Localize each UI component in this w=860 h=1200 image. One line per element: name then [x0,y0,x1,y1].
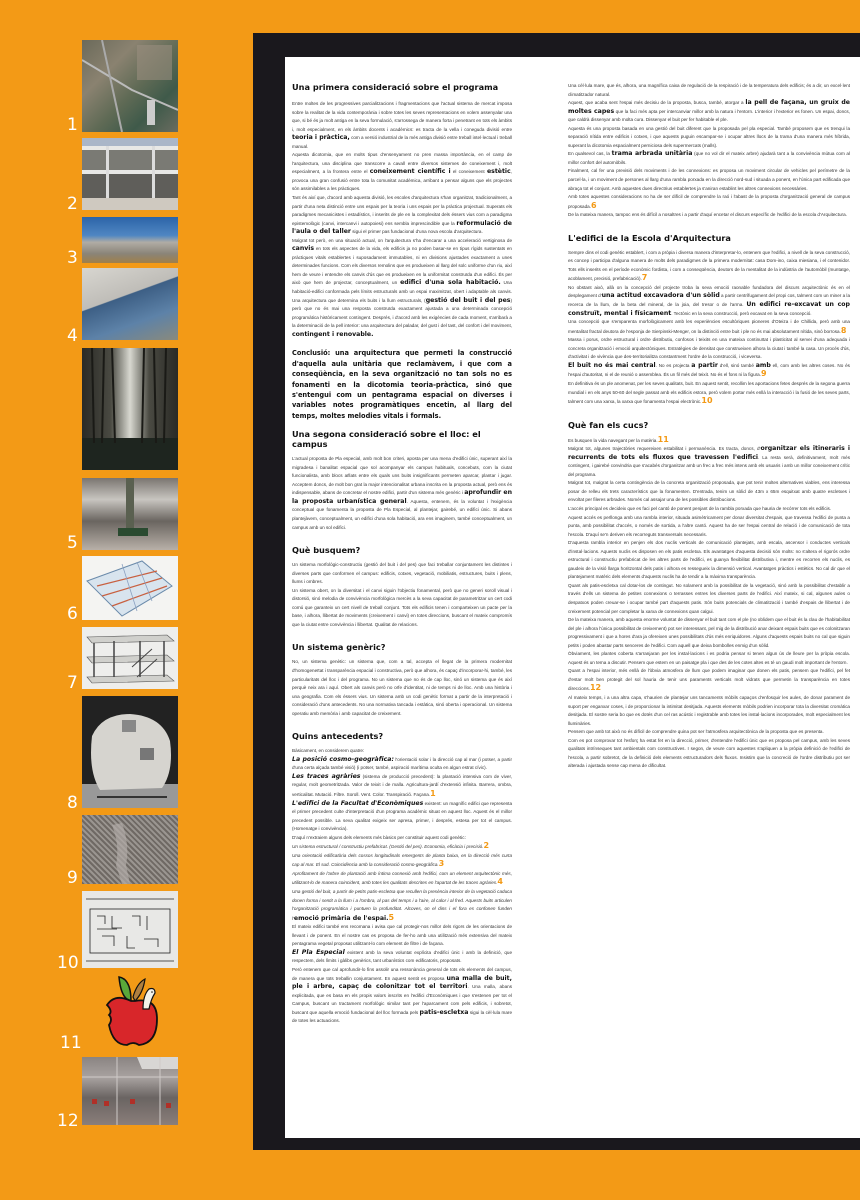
paragraph: Pensem que amb tot això no és difícil de comprendre quina pot ser l'atmosfera arquitectònica de la proposta que es presenta. [568,729,824,735]
figure-trees-photo [82,348,178,470]
paragraph: Òbviament, les plantes coberta s'arranjaran per les instal·lacions i es podria pensar si tenen algun ús de lleure per la pròpia escola. Aquest és un tema a discutir. Pensem que estem en un paisatge pla i que des de les cotes altes es té un gaudi molt important de l'entorn. [568,651,850,665]
figure-12-interior-photo [82,1057,178,1125]
paragraph: Massa i porus, ordre estructural i ordre distributiu, confosos i teixits en una mateixa continuïtat i plasticitat al servei d'una adequada i concreta organització i emoció arquitectòniques. Estratègies de densitat que construeixen alhora la ciutat i també la casa. Un procés d'ús, d'activitat i de vivència que des-territorialitza constantment l'ordre de la construcció, i viceversa. [568,337,850,360]
figure-3-building-photo [82,217,178,263]
figure-ref: 2 [483,841,490,851]
figure-ref: 11 [657,434,669,444]
figure-ref: 8 [840,325,847,335]
paragraph: Aquesta dicotomia, que en molts tipus d'ensenyament no pren massa importància, en el camp de l'arquitectura, una disciplina que transcorre a cavall entre diversos sistemes de coneixement i, molt especialment, a la frontera entre el coneixement científic i el coneixement estètic, provoca una gran confusió entre tota la comunitat acadèmica, arribant a pensar alguns que els projectes són assimilables a les pràctiques. [292,152,512,192]
paragraph: Bàsicament, en considerem quatre: [292,748,365,754]
figure-number: 12 [57,1111,79,1131]
paragraph: Una orientació edificatòria dels cossos longitudinals emergents de planta baixa, en la direcció més curta cap al mar. El sud. Coincidència amb la consideració cosmo-geogràfica.3 [292,852,512,869]
figure-ref: 1 [430,789,436,799]
figure-number: 11 [60,1033,82,1053]
paragraph: Aquest, que acaba sent l'espai més decisiu de la proposta, busca, també, atorgar a la pell de façana, un gruix de moltes capes que la faci més apta per intercanviar millor amb la natura i l'entorn. L'interior i l'exterior es fonen. Un espai, doncs, que caldrà dissenyar amb molta cura. Dissenyar el buit per fer habitable el ple. [568,99,851,123]
figure-1-aerial-photo [82,40,178,132]
paragraph: Finalment, cal fer una previsió dels moviments i de les connexions: es proposa un moviment circular de vehicles pel perímetre de la parcel·la, i un moviment de persones al llarg d'una rambla porxada en la direcció nord-sud i situada a ponent, en l'única part edificada que abraça tot el conjunt. Amb aquestes dues directrius establertes ja s'aniran establint les altres connexions necessàries. [568,168,850,191]
heading-what-we-seek: Què busquem? [292,545,361,556]
heading-precedents: Quins antecedents? [292,731,384,742]
figure-8-stone-sculpture [82,696,178,808]
paragraph: Un sistema estructural / constructiu prefabricat. (Gestió del pes). Economia, eficàcia i precisió.2 [292,841,490,851]
figure-2-facade-photo [82,138,178,210]
paragraph: D'aquí n'extraiem alguns dels elements més bàsics per constituir aquest codi genètic: [292,834,466,840]
paragraph: L'actual proposta de Pla especial, amb molt bon criteri, aposta per una mena d'edifici únic, superant així la migradesa i banalitat espacial que sol acompanyar els campus habituals, concebuts, com la ciutat funcionalista, amb blocs aïllats entre els quals uns buits insignificants permeten aparcar, plantar i jugar. Acceptem doncs, de molt bon grat la major intencionalitat urbana inscrita en la proposta actual, però ens és indispensable, abans de concretar el nostre edifici, partir d'un sistema més genèric i aprofundir en la proposta urbanística general. Aquesta, entenem, és la voluntat i l'exigència conceptual que fonamenta la proposta de Pla Especial, al plantejar, gairebé, un edifici únic. Si abans plantejàvem, conceptualment, un edifici d'una sola habitació, ara ens imaginem, també conceptualment, un campus amb un sol edifici. [292,456,512,530]
paragraph: Aquest accés es perllonga amb una rambla interior, situada asimètricament per donar diversitat d'espais, que travessa l'edifici de punta a punta, amb possibilitat d'accés, o només de sortida, a l'altre cantó. Aquest ha de ser l'espai central de relació i de comunicació de tota l'escola. D'aquí se'n deriven els recorreguts transversals necessaris. [568,514,850,537]
figure-ref: 10 [701,396,713,406]
paragraph: La posició cosmo-geogràfica: l'orientació solar i la direcció cap al mar (i potser, a partir d'una certa alçada també visió) (i potser, també, aspiració marítima oculta en algun estrat cívic). [292,755,512,771]
paragraph: El mateix edifici també ens recomana i avisa que cal protegir-nos millor dels rigors de les orientacions de llevant i de ponent. En el nostre cas es proposa de fer-ho amb una utilització més extensiva del mateix pentagrama vegetal proposat utilitzant-lo com element de filtre i de façana. [292,924,512,947]
figure-10-floor-plan [82,891,178,968]
figure-number: 2 [67,194,78,214]
paragraph: Al mateix temps, i a una altra capa, s'haurien de plantejar uns tancaments mòbils capaços d'enfosquir les aules, de donar parament de suport per enganxar coses, i de proporcionar la intimitat desitjada. Aquests elements mòbils podrien incorporar tota la diversitat cromàtica desitjada. El sostre seria bo que es dotés d'un cel ras acústic i registrable amb totes les instal·lacions incorporades, molt especialment les lluminàries. [568,695,850,726]
paragraph: Però entenem que cal aprofundir-lo fins assolir una ressonància general de tots els elements del campus, de manera que tots treballin conjuntament. En aquest sentit es proposa una malla de buit, ple i arbre, capaç de colonitzar tot el territori. Una malla, abans explicitada, que es basa en els propis valors inscrits en l'edifici d'Econòmiques i que s'estenen per tot el Campus, buscant un tractament morfològic similar tant per l'aparcament com pels edificis, i sobretot, buscant que aquella emoció fundacional del lloc formada pels patis-escletxa sigui la cèl·lula mare de totes les actuacions. [292,966,512,1024]
paragraph: En definitiva és un ple anomenat, per les seves qualitats, buit. En aquest sentit, recollim les aportacions fetes després de la segona guerra mundial i en els anys 50-60 del segle passat amb els edificis estora, però volem portar més enllà la interacció i la fusió de les seves parts, talment com una xarxa, la xarxa que fonamenta l'espai electrònic.10 [568,380,850,406]
paragraph: Una cèl·lula mare, que és, alhora, una magnífica caixa de regulació de la respiració i de la temperatura dels edificis; és a dir, un excel·lent climatitzador natural. [568,83,850,97]
right-column [568,82,850,771]
figure-7-dom-ino-house [82,627,178,689]
figure-ref: 6 [591,200,597,210]
figure-11-apple-worm-icon [105,975,161,1047]
figure-6-campus-plan [82,556,178,620]
paragraph: Malgrat tot, malgrat la certa contingència de la concreta organització proposada, que pot tenir moltes alternatives viables, ens interessa posar de relleu els trets característics que la fonamenten. D'entrada, tenim un sòlid de 43m x 65m esquitxat amb quatre escletxes i envoltat per fileres arbrades. Només cal assajar una de les possibles distribucions. [568,480,850,503]
figure-ref: 12 [589,683,602,693]
paragraph: Sempre dins el codi genètic establert, i com a pròpia i diversa manera d'interpretar-lo, entenem que l'edifici, a nivell de la seva construcció, es concep i participa d'alguna manera de molts dels paradigmes de la primera modernitat: casa Dom-ino, caixa miesiana, i el contenidor. Tots ells inserits en el període econòmic fordista, i com a conseqüència, deutors de la mentalitat de la indústria de l'automòbil (muntatge, acoblament, precisió, prefabricació).7 [568,249,850,283]
paragraph: L'accés principal es decideix que es faci pel cantó de ponent penjant de la rambla porxada que hauria de recórrer tots els edificis. [568,505,832,511]
figure-ref: 3 [438,859,445,869]
heading-generic-system: Un sistema genèric? [292,642,386,653]
paragraph: De la mateixa manera, amb aquesta enorme voluntat de dissenyar el buit tant com el ple (no oblidem que el buit és la clau de l'habitabilitat del ple i alhora l'única possibilitat de creixement) pot ser interessant, pel mig de la distribució anar deixant espais buits que es colonitzaran progressivament i que a hores d'ara ja ofereixen unes possibilitats d'ús més enriquidores. Alguns d'aquests espais buits no cal que siguin petits i poden abastar parts senceres de l'edifici. Com aquell que deixa bombolles enmig d'un sòlid. [568,617,850,648]
figure-ref: 5 [388,912,395,922]
paragraph: Malgrat tot però, en una situació actual, on l'arquitectura s'ha d'encarar a una acceleració vertiginosa de canvis en tots els aspectes de la vida, els edificis ja no poden basar-se en tipus rígids sustentats en pràctiques vitals establertes i suposadament immutables, ni en divisions ajustades exactament a unes determinades funcions. Com els diversos remolins que es produeixen al llarg del solc uniforme d'un riu, així hem de veure i entendre els canvis d'ús que es produeixen en la uniformitat construïda d'un edifici. És per això que hem de projectar, conceptualment, un edifici d'una sola habitació. Una habitació-edifici conformada pels límits estructurals amb un espai maximitzat, obert i adaptable als canvis. Una arquitectura que determina els buits i la llum estructurals, (gestió del buit i del pes) però que no és mai una resposta construïda exactament ajustada a una determinada concepció programàtica històricament contingent. Després, i d'acord amb les exigències de cada moment, s'arribarà a la determinació de la pell interior: una arquitectura del paladar, del gust i del tast, del confort i del moviment, contingent i renovable. [292,237,513,338]
heading-what-worms-do: Què fan els cucs? [568,419,649,430]
paragraph: Quant als patis-escletxa cal dotar-los de contingut. No solament amb la possibilitat de la vegetació, sinó amb la possibilitat d'establir a través d'ells un sistema de petites connexions o terrasses entres les diverses parts de l'edifici. Així mateix, si cal, algunes aules o despatxos poden creuar-se i ocupar també part d'aquests patis. Són buits potencials de climatització i també d'espais de llibertat i de creixement potencial per completar la xarxa de connexions quan calgui. [568,582,850,614]
heading-first-consideration: Una primera consideració sobre el programa [292,82,499,92]
heading-school-building: L'edifici de la Escola d'Arquitectura [568,232,731,243]
paragraph: No obstant això, allà on la concepció del projecte troba la seva emoció raonable fundadora del discurs arquitectònic és en el desplegament d'una actitud excavadora d'un sòlid a partir centrífugament del propi cos, talment com un miner a la recerca de la llum, de la beta del mineral, de la joia, del tresor o de l'arma. Un edifici re-excavat un cop construït, mental i físicament. Tectònic en la seva construcció, però excavat en la seva concepció. [568,284,850,317]
figure-5-interior-patio-photo [82,478,178,550]
paragraph: D'aquesta rambla interior en penjen els dos nuclis verticals de comunicació plantejats, amb escala, ascensor i conductes verticals d'instal·lacions. Aquests nuclis es disposen en els patis escletxa. Els avantatges d'aquesta decisió són molts: no s'altera el rigorós ordre estructural i constructiu prefabricat de les altres parts de l'edifici, es guanya flexibilitat distributiva i, mentre es recorren els nuclis, es gaudeix de la visió llarga horitzontal dels patis i alhora es ressegueix la dimensió vertical. Avantatges pràctics i estètics. No cal dir que el plantejament matèric dels elements d'aquests nuclis ha de tendir a la màxima transparència. [568,540,850,580]
figure-4-terrace-photo [82,268,178,340]
heading-second-consideration: Una segona consideració sobre el lloc: el campus [292,429,481,450]
figure-number: 7 [67,673,78,693]
figure-ref: 9 [761,369,767,379]
figure-ref: 7 [641,273,648,283]
left-column [292,82,512,1026]
paragraph: Entre moltes de les progressives parcialitzacions i fragmentacions que l'actual sistema de mercat imposa sobre la realitat de la vida contemporània i sobre totes les seves representacions en volem assenyalar una que, si bé és ja molt antiga en la seva formulació, s'arrossega de manera forta i penetrant en tots els àmbits i, molt especialment, en els àmbits docents i acadèmics: es tracta de la vella i coneguda divisió entre teoria i pràctica, com a versió industrial de la més antiga divisió entre treball intel·lectual i treball manual. [292,101,512,149]
paragraph: Una concepció que s'emparenta morfològicament amb les experiències escultòriques pioneres d'Oteiza i de Chillida, però amb una mentalitat fractal deutora de l'esponja de Sierpinski-Menger, on la distinció entre buit i ple no és mai absolutament nítida, sinó borrosa.8 [568,319,850,335]
paragraph: L'edifici de la Facultat d'Econòmiques existent: un magnífic edifici que representa el primer precedent culte d'interpretació d'un programa acadèmic situat en aquest lloc. Aquest és el millor precedent possible. La seva qualitat exigeix ser apresa, primer, i després, estesa per tot el campus. (Homenatge i convivència). [292,799,513,832]
paragraph: Una gestió del buit, a partir de petits patis-escletxa que recullen la presència interior de la vegetació caduca donen forma i sentit a la llum i a l'ombra, al pas del temps i a l'aire, al calor i al fred. Aquests buits articulen l'organització programàtica i puntuen la profunditat. Alcoves, on el dins i el fora es confonen funden l'emoció primària de l'espai.5 [292,889,512,922]
figure-number: 5 [67,533,78,553]
paragraph: Aprofitament de l'arbre de plantació amb íntima connexió amb l'edifici, com un element arquitectònic més, utilitzant-lo de manera coincident, amb totes les qualitats descrites en l'apartat de les traces agràries.4 [292,870,512,887]
paragraph: Les traces agràries (sistema de producció precedent): la plantació intensiva com de viver, regular, molt geometritzada. Valor de teixit i de malla. Agricultura-jardí d'extensió infinita. Barrera, ombra, verticalitat. Mutació. Filtre. Soroll. Vent. Color. Transpiració. Façana.1 [292,772,512,799]
paragraph: Com es pot comprovar tot l'esforç ha estat fet en la direcció, primer, d'entendre l'edifici únic que es proposa pel campus, amb les seves qualitats intrínseques tant ambientals com constructives. I segon, de veure com aquestes s'apliquen a la pròpia definició de l'edifici de l'escola, a partir sobretot, de la definició dels elements estructuradors dels fluxos. Insistim que la concreció de l'ordre distributiu pot ser alterada i ajustada sense cap mena de dificultat. [568,737,850,769]
paragraph: De la mateixa manera, tampoc ens és difícil a nosaltres i a partir d'aquí encetar el discurs específic de l'edifici de la escola d'Arquitectura. [568,212,847,218]
figure-9-sponge-texture [82,815,178,884]
paragraph: No, un sistema genètic: un sistema que, com a tal, accepta el llegat de la primera modernitat d'homogeneïtat i transparència espacial i constructiva, però que alhora, és capaç d'incorporar-hi, també, les particularitats del lloc i del programa. No un sistema que no és de cap lloc, sinó un sistema que és així perquè neix ara i aquí. Obert als canvis però no orfe d'identitat, ni de temps ni de lloc. Amb una història i una geografia. Com els éssers vius. Un sistema amb un codi genètic format a partir de la interpretació i consideració d'uns antecedents. No una normativa tancada i estàtica, sinó oberta i operacional. Un sistema operatiu amb memòria i amb capacitat de creixement. [292,659,512,716]
figure-number: 1 [67,115,78,135]
paragraph: El buit no és mai central. No es projecta a partir d'ell, sinó també amb ell, com amb les altres coses. No és l'espai d'autoritat, ni el de reunió o assemblea. És un fil més del teixit. No és el fons ni la figura.9 [568,361,850,379]
paragraph: En qualsevol cas, la trama arbrada unitària (que no vol dir el mateix arbre) ajudarà tant a la convivència mútua com al millor confort del automòbils. [568,150,850,165]
paragraph: Un sistema morfològic-constructiu (gestió del buit i del pes) que faci treballar conjuntament les distintes i diverses parts que conformen el campus: edificis, cotxes, vegetació, mobiliatis, estructures, buits i plens, llums i ombres. [292,562,512,585]
paragraph: Malgrat tot, algunes trajectòries requereixen estabilitat i permanència. Es tracta, doncs, d'organitzar els itineraris i recurrents de tots els fluxos que travessen l'edifici. La resta serà, definitivament, molt més contingent, i gairebé convindria que s'acabés d'organitzar amb un frec a frec més intens amb els usuaris i amb un millor coneixement crític del programa. [568,445,850,477]
paragraph: El Pla Especial existent amb la seva voluntat explícita d'edifici únic i amb la definició, que respectem, dels límits i gàlibs genèrics, tant urbanístics com edificatoris, proposats. [292,948,513,964]
paragraph: Quant a l'espai interior, més enllà de l'òbvia atmosfera de llum que podem imaginar que donen els patis, pensem que l'edifici, pel fet d'estar molt ben protegit del sol hauria de tenir uns paraments verticals molt vidrats que permetin la transparència en totes direccions.12 [568,668,850,693]
paragraph: Es busquen la vida navegant per la matèria.11 [568,434,669,444]
figure-number: 6 [67,604,78,624]
paragraph: Un sistema obert, on la diversitat i el canvi siguin l'objectiu fonamental, però que no generi soroll visual i distorsió, sinó melodia de convivència morfològica mercès a la seva capacitat de parametritzar un cert codi comú que garanteix un cert nivell de treball conjunt. Tots els edificis tenen i comparteixen un pacte per la base, i alhora, llibertat de moviments (creixement i canvi) en totes direccions, buscant el mateix compromís que la ciutat entre convivència i llibertat. Qualitat de relacions. [292,587,512,627]
figure-ref: 4 [497,877,503,887]
paragraph: Amb totes aquestes consideracions no ha de ser difícil de comprendre la raó i l'abast de la proposta d'organització general de campus proposada.6 [568,194,850,210]
figure-number: 8 [67,793,78,813]
paragraph: Aquesta és una proposta basada en una gestió del buit diferent que la proposada pel pla especial. També proposem que es trenqui la separació nítida entre edificis i cotxes, i que aquests puguin escampar-se i ocupar altres llocs de la trama d'una manera més híbrida, superant la dicotomia espacialment perniciosa dels supermercats (malls). [568,125,850,148]
conclusion-statement: Conclusió: una arquitectura que permeti la construcció d'aquella aula unitària que reclamàvem, i que com a conseqüència, en la seva organització no tan sols no es fonamenti en la dicotomia teoria-pràctica, sinó que s'entengui com un pentagrama espacial on diverses i variables notes programàtiques encetin, al llarg del temps, moltes melodies vitals i formals. [292,349,512,420]
figure-number: 9 [67,868,78,888]
figure-number: 4 [67,326,78,346]
figure-number: 3 [67,248,78,268]
figure-number: 10 [57,953,79,973]
paragraph: Tant és així que, d'acord amb aquesta divisió, les escoles d'arquitectura s'han organitzat, tradicionalment, a partir d'una neta distinció entre uns espais per la teoria i uns espais per la pràctica projectual. Superats els paradigmes mecanicistes i estadístics, i inserits de ple en la complexitat dels éssers vius com a paradigma epistemològic (canvi, intercanvi i autopoiesi) ens sembla imprescindible que la reformulació de l'aula o del taller sigui el primer pas fundacional d'una nova escola d'arquitectura. [292,195,512,236]
